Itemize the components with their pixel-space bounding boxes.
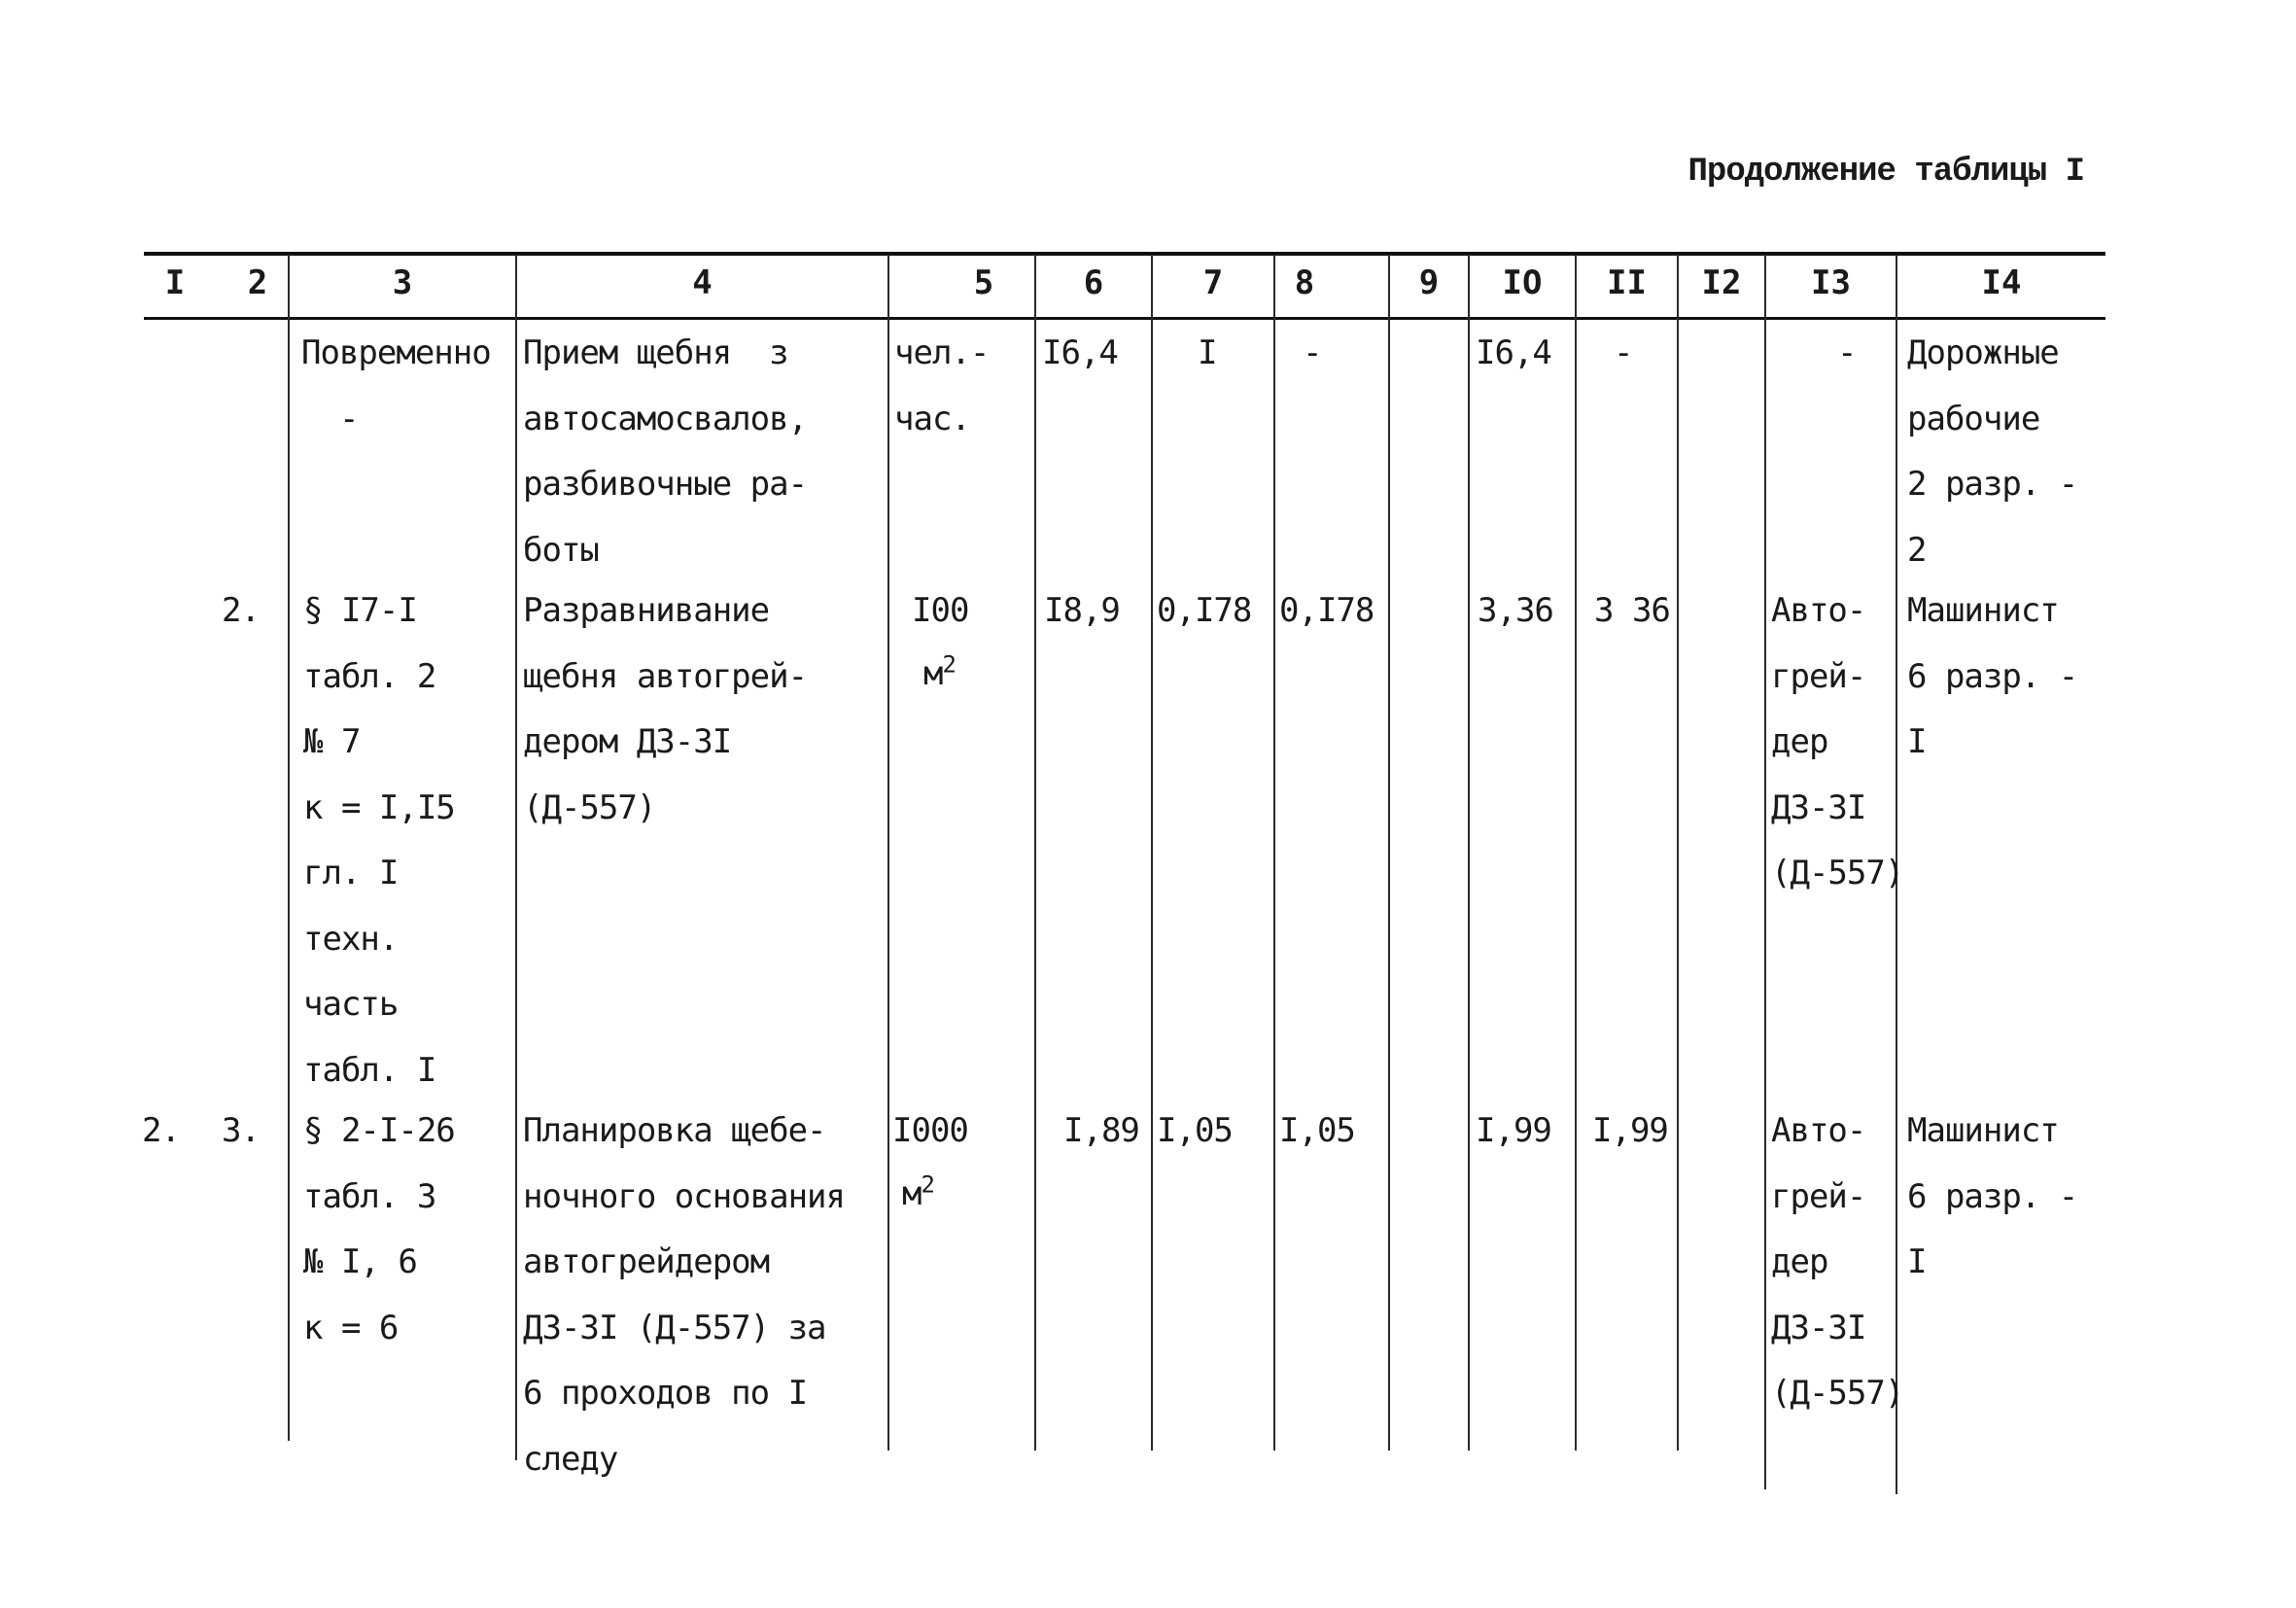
- column-divider: [1468, 255, 1470, 1451]
- column-divider: [1151, 255, 1153, 1451]
- cell-col10: 3,36: [1478, 591, 1553, 630]
- cell-col10: I6,4: [1476, 333, 1551, 372]
- header-bottom-rule: [144, 317, 2105, 320]
- cell-col6: I6,4: [1042, 333, 1118, 372]
- header-col-9: 9: [1418, 263, 1440, 302]
- column-divider: [1575, 255, 1577, 1451]
- column-divider: [1764, 255, 1766, 1489]
- cell-method: Повременно -: [301, 333, 491, 438]
- column-divider: [515, 255, 517, 1460]
- header-col-14: I4: [1981, 263, 2022, 302]
- column-divider: [288, 255, 290, 1441]
- cell-norm-reference: § I7-I табл. 2 № 7 к = I,I5 гл. I техн. часть табл. I: [303, 591, 455, 1090]
- cell-work-description: Разравнивание щебня автогрей- дером ДЗ-3I (Д-557): [523, 591, 808, 827]
- header-col-5: 5: [973, 263, 994, 302]
- cell-unit-measure: $м^2$: [923, 650, 956, 693]
- header-col-12: I2: [1701, 263, 1742, 302]
- cell-unit: I00: [912, 591, 969, 630]
- column-divider: [1388, 255, 1390, 1451]
- cell-item-number: 3.: [222, 1111, 260, 1150]
- cell-col8: I,05: [1279, 1111, 1355, 1150]
- cell-unit-measure: $м^2$: [902, 1171, 934, 1213]
- cell-col7: I,05: [1157, 1111, 1233, 1150]
- header-col-8: 8: [1294, 263, 1315, 302]
- page-heading: Продолжение таблицы I: [1687, 154, 2084, 191]
- cell-col11: 3 36: [1594, 591, 1670, 630]
- cell-machine: -: [1837, 333, 1857, 372]
- column-divider: [1034, 255, 1036, 1451]
- column-divider: [887, 255, 889, 1451]
- cell-col6: I,89: [1063, 1111, 1139, 1150]
- header-col-13: I3: [1811, 263, 1851, 302]
- cell-item-number: 2.: [222, 591, 260, 630]
- cell-col11: -: [1614, 333, 1633, 372]
- cell-work-description: Прием щебня з автосамосвалов, разбивочные ра- боты: [523, 333, 808, 570]
- header-col-11: II: [1607, 263, 1647, 302]
- cell-col7: I: [1198, 333, 1217, 372]
- header-col-3: 3: [392, 263, 413, 302]
- cell-col8: 0,I78: [1279, 591, 1374, 630]
- header-col-6: 6: [1083, 263, 1104, 302]
- column-divider: [1677, 255, 1679, 1451]
- cell-col10: I,99: [1476, 1111, 1551, 1150]
- header-col-1: I: [164, 263, 186, 302]
- cell-col7: 0,I78: [1157, 591, 1252, 630]
- cell-norm-reference: § 2-I-26 табл. 3 № I, 6 к = 6: [303, 1111, 455, 1347]
- header-col-10: IO: [1502, 263, 1543, 302]
- cell-workers: Машинист 6 разр. - I: [1907, 591, 2078, 761]
- header-col-7: 7: [1202, 263, 1224, 302]
- header-col-2: 2: [247, 263, 268, 302]
- cell-unit: I000: [892, 1111, 968, 1150]
- cell-col8: -: [1303, 333, 1322, 372]
- cell-work-description: Планировка щебе- ночного основания автогрейдером ДЗ-3I (Д-557) за 6 проходов по I следу: [523, 1111, 845, 1479]
- column-divider: [1273, 255, 1275, 1451]
- table-top-rule: [144, 252, 2105, 256]
- cell-machine: Авто- грей- дер ДЗ-3I (Д-557): [1771, 1111, 1904, 1413]
- cell-workers: Дорожные рабочие 2 разр. - 2: [1907, 333, 2078, 570]
- cell-unit: чел.- час.: [894, 333, 990, 438]
- cell-col6: I8,9: [1044, 591, 1120, 630]
- header-col-4: 4: [692, 263, 713, 302]
- cell-workers: Машинист 6 разр. - I: [1907, 1111, 2078, 1281]
- cell-col11: I,99: [1592, 1111, 1668, 1150]
- cell-machine: Авто- грей- дер ДЗ-3I (Д-557): [1771, 591, 1904, 892]
- cell-row-group: 2.: [142, 1111, 180, 1150]
